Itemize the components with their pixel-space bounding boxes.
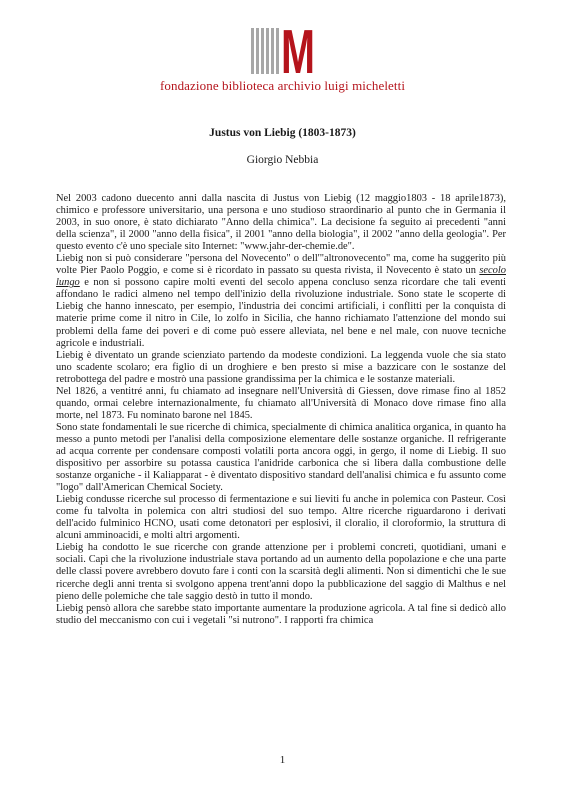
paragraph: Sono state fondamentali le sue ricerche di chimica, specialmente di chimica analitica organica, in quanto ha messo a punto metodi per l'analisi della composizione elementare delle sostanze organiche. Il refrigerante ad acqua corrente per condensare composti volatili porta ancora oggi, in gergo, il nome di Liebig. Il suo dispositivo per assorbire su potassa caustica l'anidride carbonica che si libera dalla combustione delle sostanze organiche - il Kaliapparat - è diventato dispositivo standard dell'analisi chimica e fu assunto come "logo" dall'American Chemical Society. <box>56 421 506 494</box>
document-body <box>56 193 506 627</box>
page-number: 1 <box>279 754 286 766</box>
paragraph: Liebig condusse ricerche sul processo di fermentazione e sui lieviti fu anche in polemica con Pasteur. Così come fu talvolta in polemica con altri studiosi del suo tempo. Altre ricerche riguardarono i derivati dell'acido fulminico HCNO, usati come detonatori per esplosivi, il cloralio, il cloroformio, la struttura di alcuni amminoacidi, e molti altri argomenti. <box>56 494 506 542</box>
logo-bar-4 <box>266 28 269 74</box>
paragraph: Liebig ha condotto le sue ricerche con grande attenzione per i problemi concreti, quotidiani, umani e sociali. Capì che la rivoluzione industriale stava portando ad un aumento della popolazione e che una parte delle classi povere avrebbero dovuto fare i conti con la scarsità degli alimenti. Non si dimentichi che le sue ricerche degli anni trenta si svolgono appena trent'anni dopo la pubblicazione del saggio di Malthus e nel pieno delle polemiche che tale saggio destò in tutto il mondo. <box>56 542 506 602</box>
logo-mark-icon <box>251 18 315 87</box>
logo-bar-1 <box>251 28 254 74</box>
logo-bar-5 <box>271 28 274 74</box>
logo-bar-3 <box>261 28 264 74</box>
document-title: Justus von Liebig (1803-1873) <box>209 127 356 139</box>
foundation-logo <box>0 18 565 93</box>
paragraph: Liebig non si può considerare "persona del Novecento" o dell'"altronovecento" ma, come ha suggerito più volte Pier Paolo Poggio, e come si è ricordato in passato su questa rivista, il Novecento è stato un secolo lungo e non si possono capire molti eventi del secolo appena concluso senza ricordare che tali eventi affondano le radici almeno nel tempo dell'inizio della rivoluzione industriale. Sono state le scoperte di Liebig che hanno innescato, per esempio, l'industria dei concimi artificiali, i conflitti per la conquista di materie prime come il nitro in Cile, lo zolfo in Sicilia, che hanno richiamato l'attenzione del mondo sui problemi della fame dei poveri e di come può essere alleviata, nel bene e nel male, con nuove tecniche agricole e industriali. <box>56 253 506 349</box>
paragraph: Nel 2003 cadono duecento anni dalla nascita di Justus von Liebig (12 maggio1803 - 18 aprile1873), chimico e professore universitario, una persona e uno studioso straordinario al punto che in Germania il 2003, in suo onore, è stato dichiarato "Anno della chimica". La decisione fa seguito ai precedenti "anni della scienza", il 2000 "anno della fisica", il 2001 "anno della biologia", il 2002 "anno della geologia". Per questo evento c'è uno speciale sito Internet: "www.jahr-der-chemie.de". <box>56 193 506 253</box>
logo-text: fondazione biblioteca archivio luigi micheletti <box>159 78 406 93</box>
logo-letter: M <box>281 18 315 87</box>
emphasis-secolo-lungo: secolo lungo <box>56 265 506 289</box>
logo-bar-6 <box>276 28 279 74</box>
paragraph: Liebig è diventato un grande scienziato partendo da modeste condizioni. La leggenda vuole che sia stato uno scadente scolaro; era figlio di un droghiere e ben presto si mise a bazzicare con le sostanze del retrobottega del padre e mostrò una passione grandissima per la chimica e le sostanze materiali. <box>56 349 506 385</box>
paragraph: Liebig pensò allora che sarebbe stato importante aumentare la produzione agricola. A tal fine si dedicò allo studio del meccanismo con cui i vegetali "si nutrono". I rapporti fra chimica <box>56 602 506 626</box>
logo-bar-2 <box>256 28 259 74</box>
document-author: Giorgio Nebbia <box>246 154 319 166</box>
paragraph: Nel 1826, a ventitré anni, fu chiamato ad insegnare nell'Università di Giessen, dove rimase fino al 1852 quando, ormai celebre internazionalmente, fu chiamato all'Università di Monaco dove rimase fino alla morte, nel 1873. Fu nominato barone nel 1845. <box>56 385 506 421</box>
